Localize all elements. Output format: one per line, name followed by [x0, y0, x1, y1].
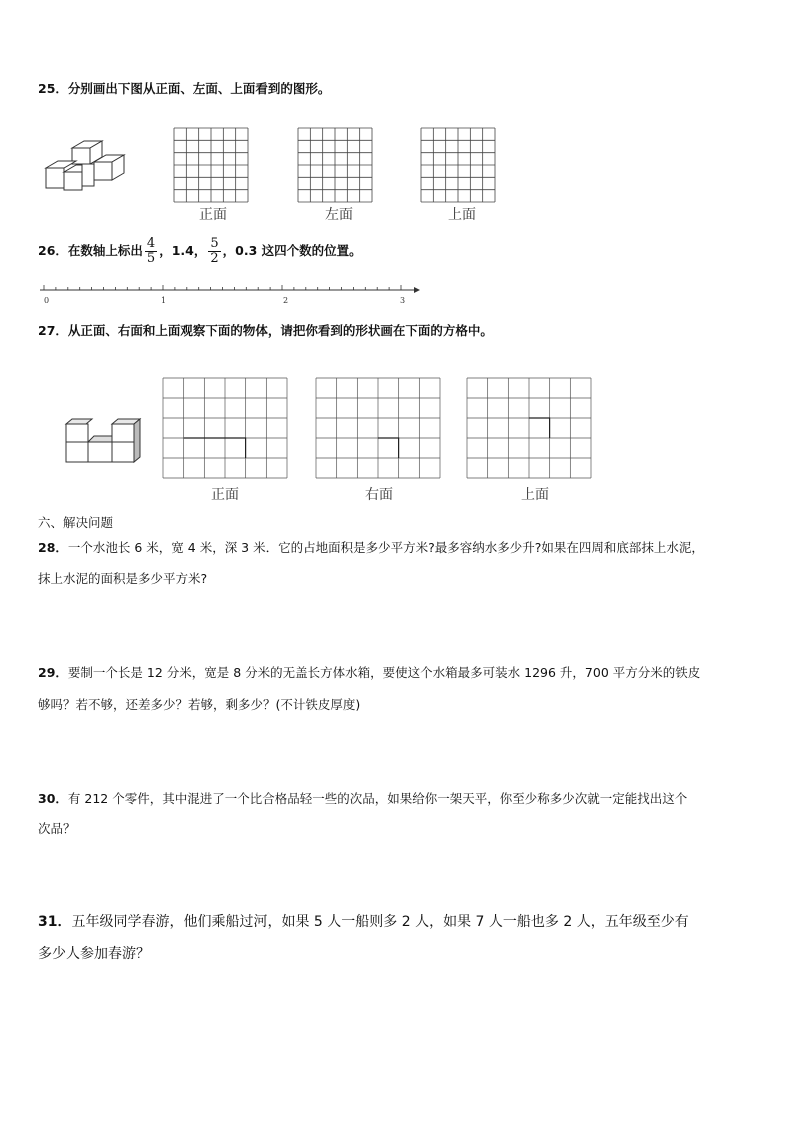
grid-front-25 — [174, 128, 249, 203]
grid-right-27 — [316, 378, 440, 478]
question-26 — [38, 236, 362, 266]
question-text: 一个水池长 6 米，宽 4 米，深 3 米．它的占地面积是多少平方米?最多容纳水多少升?如果在四周和底部抹上水泥， — [67, 540, 704, 555]
question-28-line-1 — [38, 539, 704, 557]
question-text-mid: ，1.4， — [159, 243, 207, 258]
cube-stack-figure-25 — [44, 138, 124, 198]
question-text-post: ，0.3 这四个数的位置。 — [222, 243, 362, 258]
question-number: 31． — [38, 914, 72, 930]
fraction-5-2: $\frac{5}{2}$ — [210, 236, 219, 266]
question-text: 五年级同学春游，他们乘船过河，如果 5 人一船则多 2 人，如果 7 人一船也多 2 人，五年级至少有 — [71, 914, 689, 930]
question-text: 分别画出下图从正面、左面、上面看到的图形。 — [67, 81, 331, 96]
fraction-4-5: $\frac{4}{5}$ — [146, 236, 156, 266]
grid-label-front: 正面 — [199, 207, 227, 223]
grid-front-27 — [163, 378, 287, 478]
question-25 — [38, 80, 330, 98]
question-number: 28． — [38, 540, 68, 555]
question-29-line-2: 够吗？若不够，还差多少？若够，剩多少？(不计铁皮厚度) — [38, 697, 361, 712]
grid-left-25 — [298, 128, 373, 203]
question-28-line-2: 抹上水泥的面积是多少平方米? — [38, 571, 208, 586]
question-31-line-1 — [38, 913, 689, 931]
grid-top-27 — [467, 378, 591, 478]
question-text-pre: 在数轴上标出 — [67, 243, 143, 258]
tick-label-3: 3 — [400, 296, 406, 305]
question-number: 26． — [38, 243, 68, 258]
question-30-line-2: 次品？ — [38, 821, 76, 836]
grid-label-front-27: 正面 — [211, 487, 239, 503]
grid-top-25 — [421, 128, 496, 203]
question-number: 27． — [38, 323, 68, 338]
grid-label-left: 左面 — [325, 207, 353, 223]
question-27 — [38, 322, 493, 340]
question-text: 有 212 个零件，其中混进了一个比合格品轻一些的次品，如果给你一架天平，你至少称多少次就一定能找出这个 — [67, 791, 688, 806]
section-title: 六、解决问题 — [38, 515, 114, 530]
tick-label-1: 1 — [161, 296, 167, 305]
grid-label-right-27: 右面 — [365, 487, 393, 503]
question-number: 30． — [38, 791, 68, 806]
question-text: 从正面、右面和上面观察下面的物体，请把你看到的形状画在下面的方格中。 — [67, 323, 493, 338]
grid-label-top: 上面 — [448, 207, 476, 223]
question-31-line-2: 多少人参加春游？ — [38, 946, 150, 962]
number-line — [40, 284, 420, 296]
question-29-line-1 — [38, 664, 700, 682]
question-number: 25． — [38, 81, 68, 96]
question-text: 要制一个长是 12 分米，宽是 8 分米的无盖长方体水箱，要使这个水箱最多可装水 1296 升，700 平方分米的铁皮 — [67, 665, 701, 680]
question-30-line-1 — [38, 790, 687, 808]
question-number: 29． — [38, 665, 68, 680]
tick-label-2: 2 — [283, 296, 289, 305]
tick-label-0: 0 — [44, 296, 50, 305]
cube-u-figure-27 — [64, 414, 144, 464]
grid-label-top-27: 上面 — [521, 487, 549, 503]
